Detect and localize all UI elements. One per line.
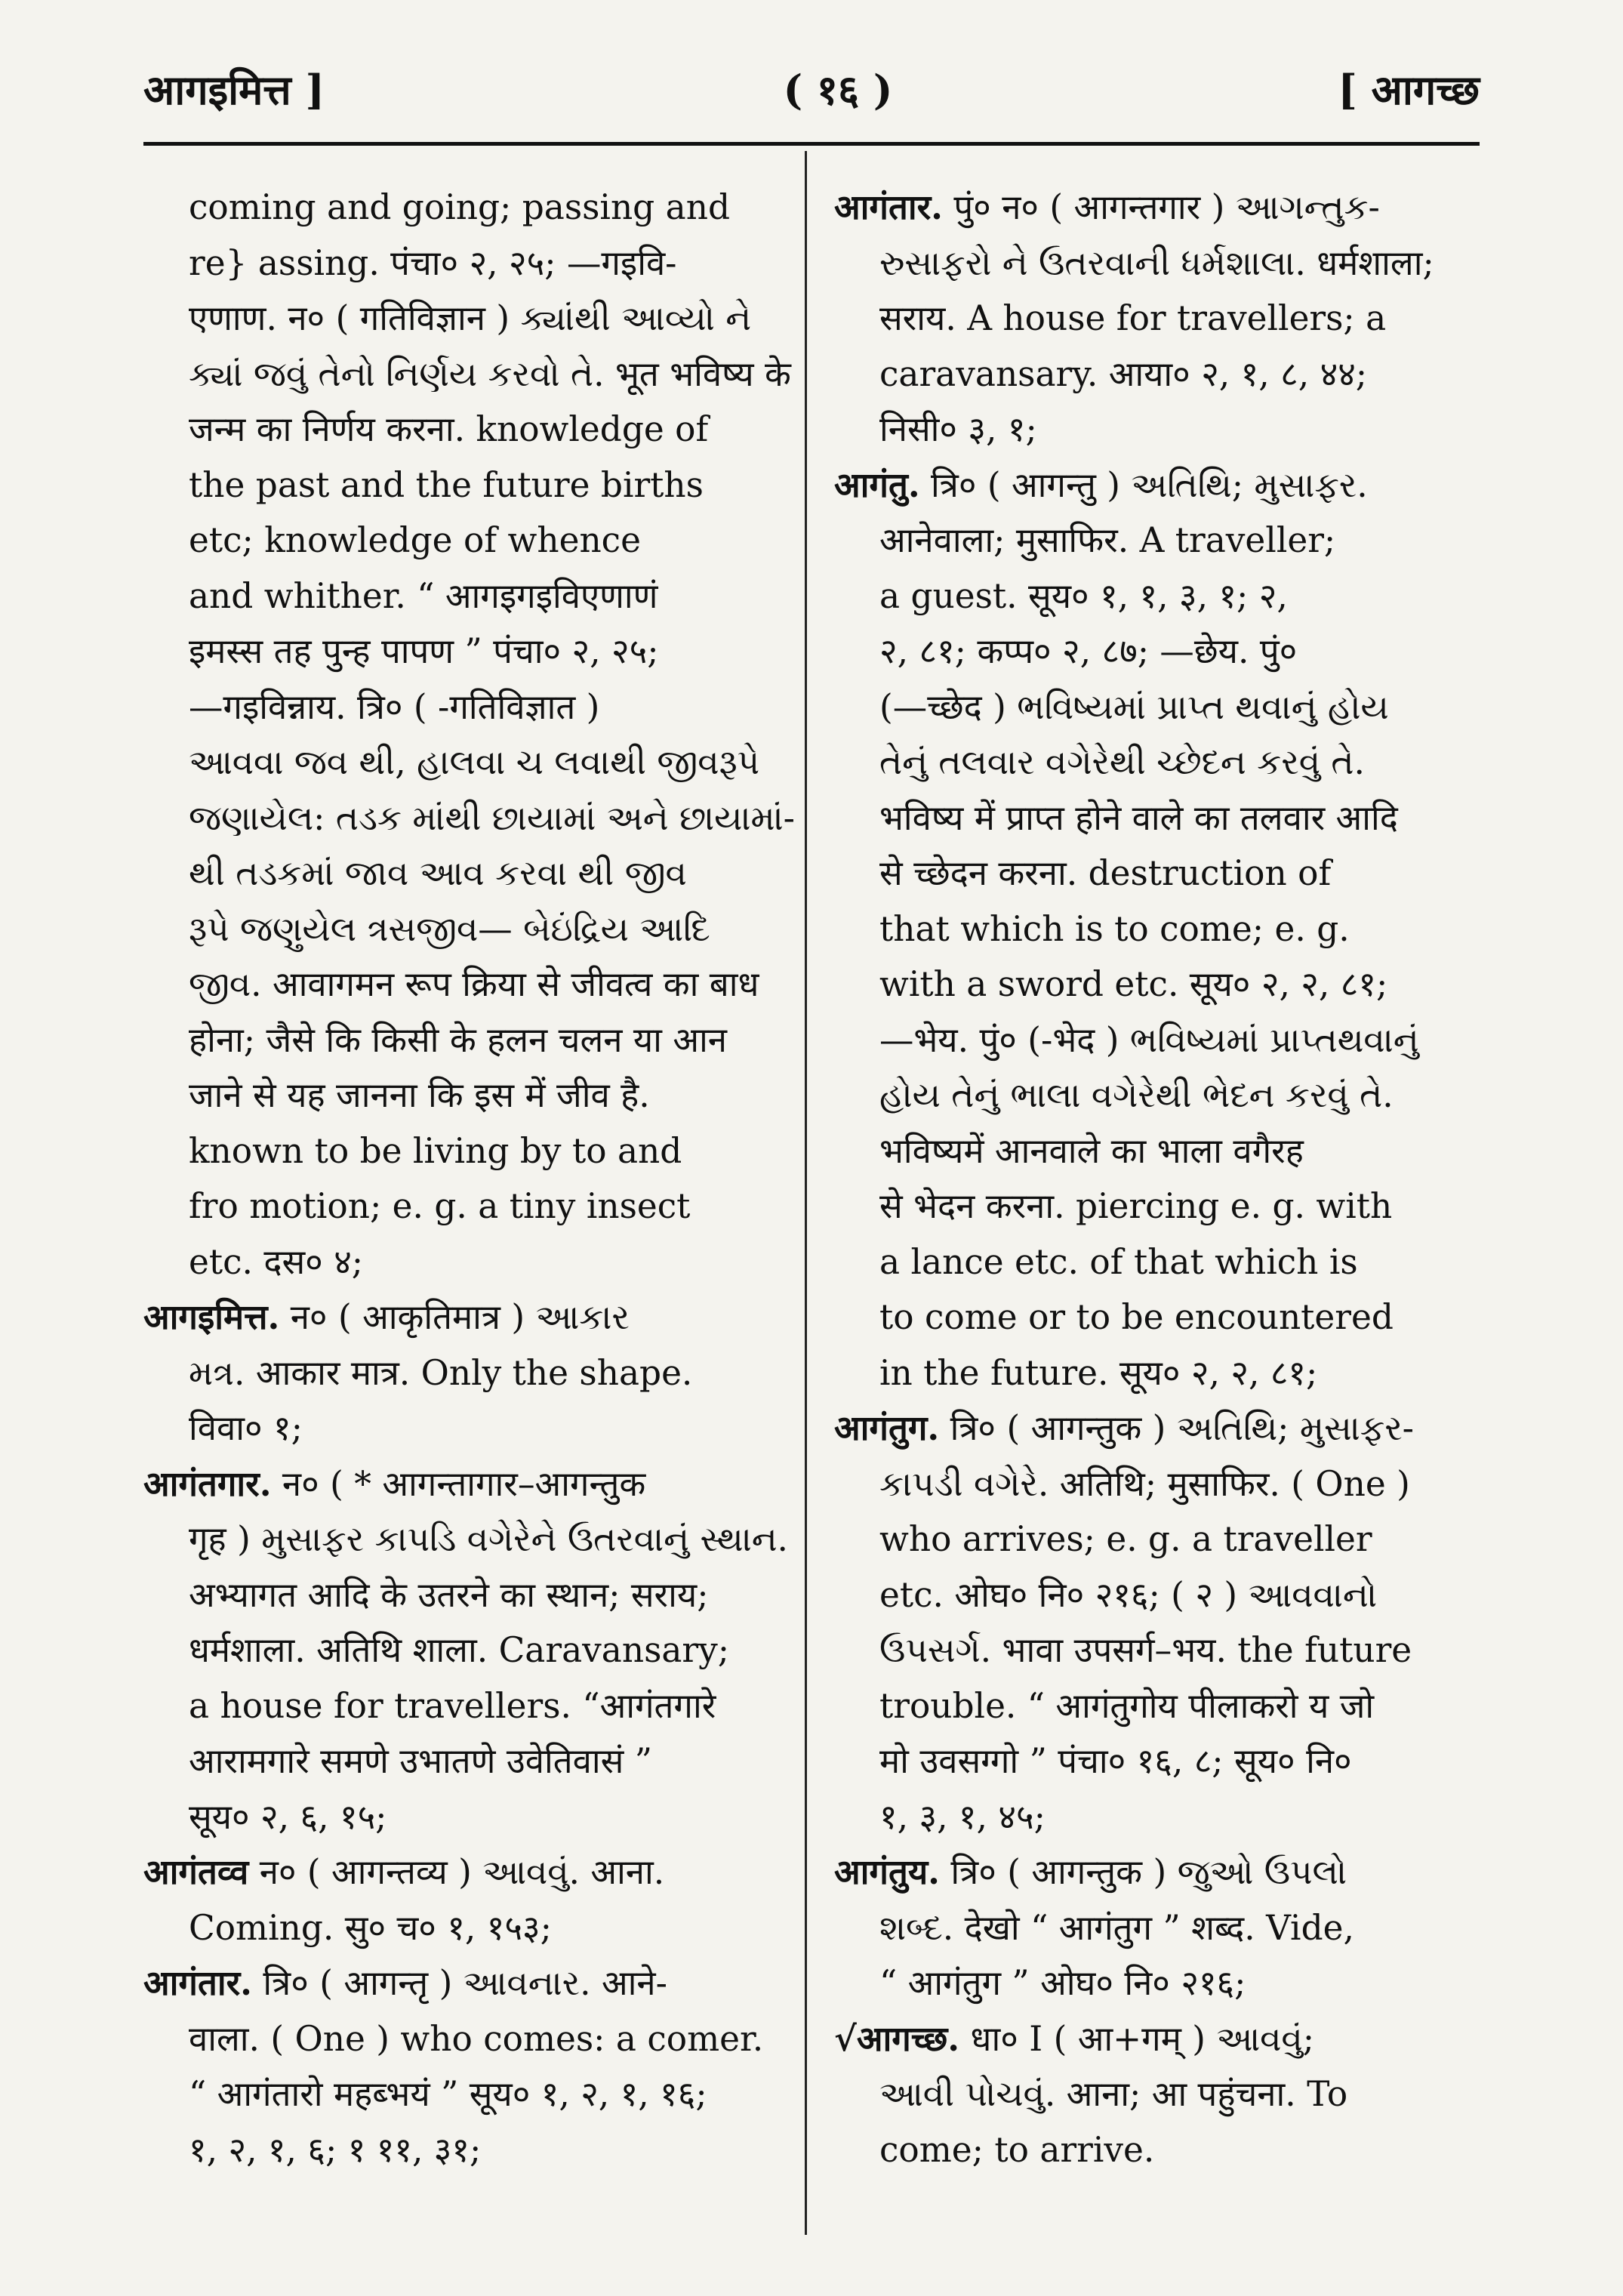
entry-line: that which is to come; e. g. (879, 908, 1350, 949)
entry-line: आनेवाला; मुसाफिर. A traveller; (879, 520, 1336, 560)
entry-line: १, २, १, ६; १ ११, ३१; (189, 2129, 482, 2170)
dictionary-entry (834, 458, 1483, 1401)
header-left-guideword: आगइमित्त ] (143, 66, 325, 114)
entry-line: come; to arrive. (879, 2129, 1155, 2170)
entry-line: —भेय. पुं० (-भेद ) ભવિષ્યમાં પ્રાપ્તથવાનું (879, 1019, 1419, 1060)
header-page-number: ( १६ ) (783, 66, 893, 114)
entry-headword: आगंतुय. (834, 1851, 940, 1892)
entry-line: √आगच्छ. धा० I ( आ+गम् ) આવવું; (834, 2017, 1315, 2059)
entry-line: ક્યાં જવું તેનો નિર્ણય કરવો તે. भूत भविष्य के (189, 353, 791, 394)
right-column (834, 180, 1483, 2177)
entry-line: and whither. “ आगइगइविएणाणं (189, 575, 658, 616)
dictionary-entry (834, 180, 1483, 458)
entry-line: विवा० १; (189, 1408, 303, 1448)
entry-line: —गइविन्नाय. त्रि० ( -गतिविज्ञात ) (189, 686, 600, 727)
entry-line: आगंतु. त्रि० ( आगन्तु ) અતિથિ; મુસાફર. (834, 464, 1368, 505)
entry-headword: आगंतु. (834, 464, 920, 505)
entry-line: गृह ) મુસાફર કાપડિ વગેરેને ઉતરવાનું સ્થાન. (189, 1519, 788, 1559)
entry-headword: आगंतार. (834, 186, 943, 227)
entry-line: તેનું તલવાર વગેરેથી ચ્છેદન કરવું તે. (879, 742, 1365, 782)
dictionary-entry (834, 1401, 1483, 1845)
entry-line: caravansary. आया० २, १, ८, ४४; (879, 353, 1368, 394)
entry-line: a guest. सूय० १, १, ३, १; २, (879, 575, 1288, 616)
dictionary-entry (834, 1845, 1483, 2011)
entry-line: आरामगारे समणे उभातणे उवेतिवासं ” (189, 1741, 652, 1781)
dictionary-entry (143, 1456, 793, 1845)
entry-line: अभ्यागत आदि के उतरने का स्थान; सराय; (189, 1574, 709, 1615)
left-column (143, 180, 793, 2177)
header-rule (143, 142, 1480, 146)
entry-line: etc. ओघ० नि० २१६; ( २ ) આવવાનો (879, 1574, 1378, 1615)
dictionary-entry (143, 180, 793, 1290)
entry-line: to come or to be encountered (879, 1297, 1394, 1337)
entry-line: આવવા જવ થી, હાલવા ચ લવાથી જીવરૂપે (189, 742, 760, 782)
entry-line: से च्छेदन करना. destruction of (879, 853, 1332, 893)
entry-line: आगइमित्त. न० ( आकृतिमात्र ) આકાર (143, 1296, 630, 1337)
entry-line: निसी० ३, १; (879, 409, 1037, 449)
entry-line: ઉપસર્ગ. भावा उपसर्ग–भय. the future (879, 1630, 1412, 1670)
entry-line: in the future. सूय० २, २, ८१; (879, 1352, 1318, 1393)
entry-line: से भेदन करना. piercing e. g. with (879, 1186, 1393, 1226)
entry-line: वाला. ( One ) who comes: a comer. (189, 2018, 764, 2059)
entry-line: मो उवसग्गो ” पंचा० १६, ८; सूय० नि० (879, 1741, 1352, 1781)
entry-line: आगंतव्व न० ( आगन्तव्य ) આવવું. आना. (143, 1851, 665, 1892)
entry-line: जाने से यह जानना कि इस में जीव है. (189, 1075, 650, 1115)
entry-line: भविष्य में प्राप्त होने वाले का तलवार आदि (879, 797, 1398, 838)
entry-headword: आगंतुग. (834, 1407, 940, 1448)
entry-line: રૂપે જણુયેલ ત્રસજીવ— બેઇંદ્રિય આદિ (189, 908, 710, 949)
entry-line: आगंतुय. त्रि० ( आगन्तुक ) જુઓ ઉપલો (834, 1851, 1347, 1892)
entry-line: કાપડી વગેરે. अतिथि; मुसाफिर. ( One ) (879, 1463, 1410, 1504)
entry-line: धर्मशाला. अतिथि शाला. Caravansary; (189, 1630, 730, 1670)
entry-line: आगंतुग. त्रि० ( आगन्तुक ) અતિથિ; મુસાફર- (834, 1407, 1414, 1448)
entry-line: सूय० २, ६, १५; (189, 1796, 387, 1837)
entry-line: “ आगंतुग ” ओघ० नि० २१६; (879, 1963, 1246, 2003)
entry-line: सराय. A house for travellers; a (879, 298, 1387, 338)
entry-line: coming and going; passing and (189, 187, 731, 227)
entry-line: થી તડકમાં જાવ આવ કરવા થી જીવ (189, 853, 687, 893)
entry-line: २, ८१; कप्प० २, ८७; —छेय. पुं० (879, 631, 1298, 671)
entry-line: trouble. “ आगंतुगोय पीलाकरो य जो (879, 1685, 1375, 1726)
entry-line: जन्म का निर्णय करना. knowledge of (189, 409, 709, 449)
entry-line: મત્ર. आकार मात्र. Only the shape. (189, 1352, 693, 1393)
dictionary-entry (143, 1955, 793, 2177)
entry-line: १, ३, १, ४५; (879, 1796, 1046, 1837)
entry-line: होना; जैसे कि किसी के हलन चलन या आन (189, 1019, 727, 1060)
entry-headword: आगंतगार. (143, 1462, 272, 1504)
entry-headword: √आगच्छ. (834, 2017, 960, 2059)
entry-line: શબ્દ. देखो “ आगंतुग ” शब्द. Vide, (879, 1907, 1354, 1948)
entry-line: “ आगंतारो महब्भयं ” सूय० १, २, १, १६; (189, 2074, 707, 2114)
entry-line: રુસાફરો ને ઉતરવાની ધર્મશાલા. धर्मशाला; (879, 242, 1434, 283)
entry-line: a lance etc. of that which is (879, 1241, 1358, 1282)
entry-line: the past and the future births (189, 464, 704, 505)
dictionary-entry (834, 2011, 1483, 2178)
dictionary-entry (143, 1845, 793, 1955)
entry-line: જીવ. आवागमन रूप क्रिया से जीवत्व का बाध (189, 964, 759, 1004)
entry-line: a house for travellers. “आगंतगारे (189, 1685, 716, 1726)
entry-line: આવી પોચવું. आना; आ पहुंचना. To (879, 2074, 1348, 2114)
entry-line: who arrives; e. g. a traveller (879, 1519, 1372, 1559)
entry-line: आगंतार. पुं० न० ( आगन्तगार ) આગન્તુક- (834, 186, 1380, 227)
entry-line: आगंतार. त्रि० ( आगन्तृ ) આવનાર. आने- (143, 1962, 667, 2003)
entry-line: જણાયેલ: તડક માંથી છાયામાં અને છાયામાં- (189, 797, 795, 838)
entry-line: re} assing. पंचा० २, २५; —गइवि- (189, 242, 677, 283)
entry-headword: आगंतार. (143, 1962, 252, 2003)
entry-line: etc; knowledge of whence (189, 520, 641, 560)
entry-line: fro motion; e. g. a tiny insect (189, 1186, 691, 1226)
header-right-guideword: [ आगच्छ (1338, 66, 1480, 114)
entry-line: इमस्स तह पुन्ह पापण ” पंचा० २, २५; (189, 631, 659, 671)
entry-line: known to be living by to and (189, 1130, 682, 1171)
entry-headword: आगइमित्त. (143, 1296, 280, 1337)
dictionary-entry (143, 1290, 793, 1456)
entry-headword: आगंतव्व (143, 1851, 249, 1892)
entry-line: भविष्यमें आनवाले का भाला वगैरह (879, 1130, 1304, 1171)
entry-line: etc. दस० ४; (189, 1241, 364, 1282)
entry-line: आगंतगार. न० ( * आगन्तागार–आगन्तुक (143, 1462, 646, 1504)
page-header (143, 30, 1480, 143)
entry-line: Coming. सु० च० १, १५३; (189, 1907, 552, 1948)
entry-line: एणाण. न० ( गतिविज्ञान ) ક્યાંથી આવ્યો ને (189, 298, 752, 338)
column-divider (805, 151, 807, 2235)
entry-line: હોય તેનું ભાલા વગેરેથી ભેદન કરવું તે. (879, 1075, 1394, 1115)
entry-line: (—च्छेद ) ભવિષ્યમાં પ્રાપ્ત થવાનું હોય (879, 686, 1389, 727)
entry-line: with a sword etc. सूय० २, २, ८१; (879, 964, 1388, 1004)
